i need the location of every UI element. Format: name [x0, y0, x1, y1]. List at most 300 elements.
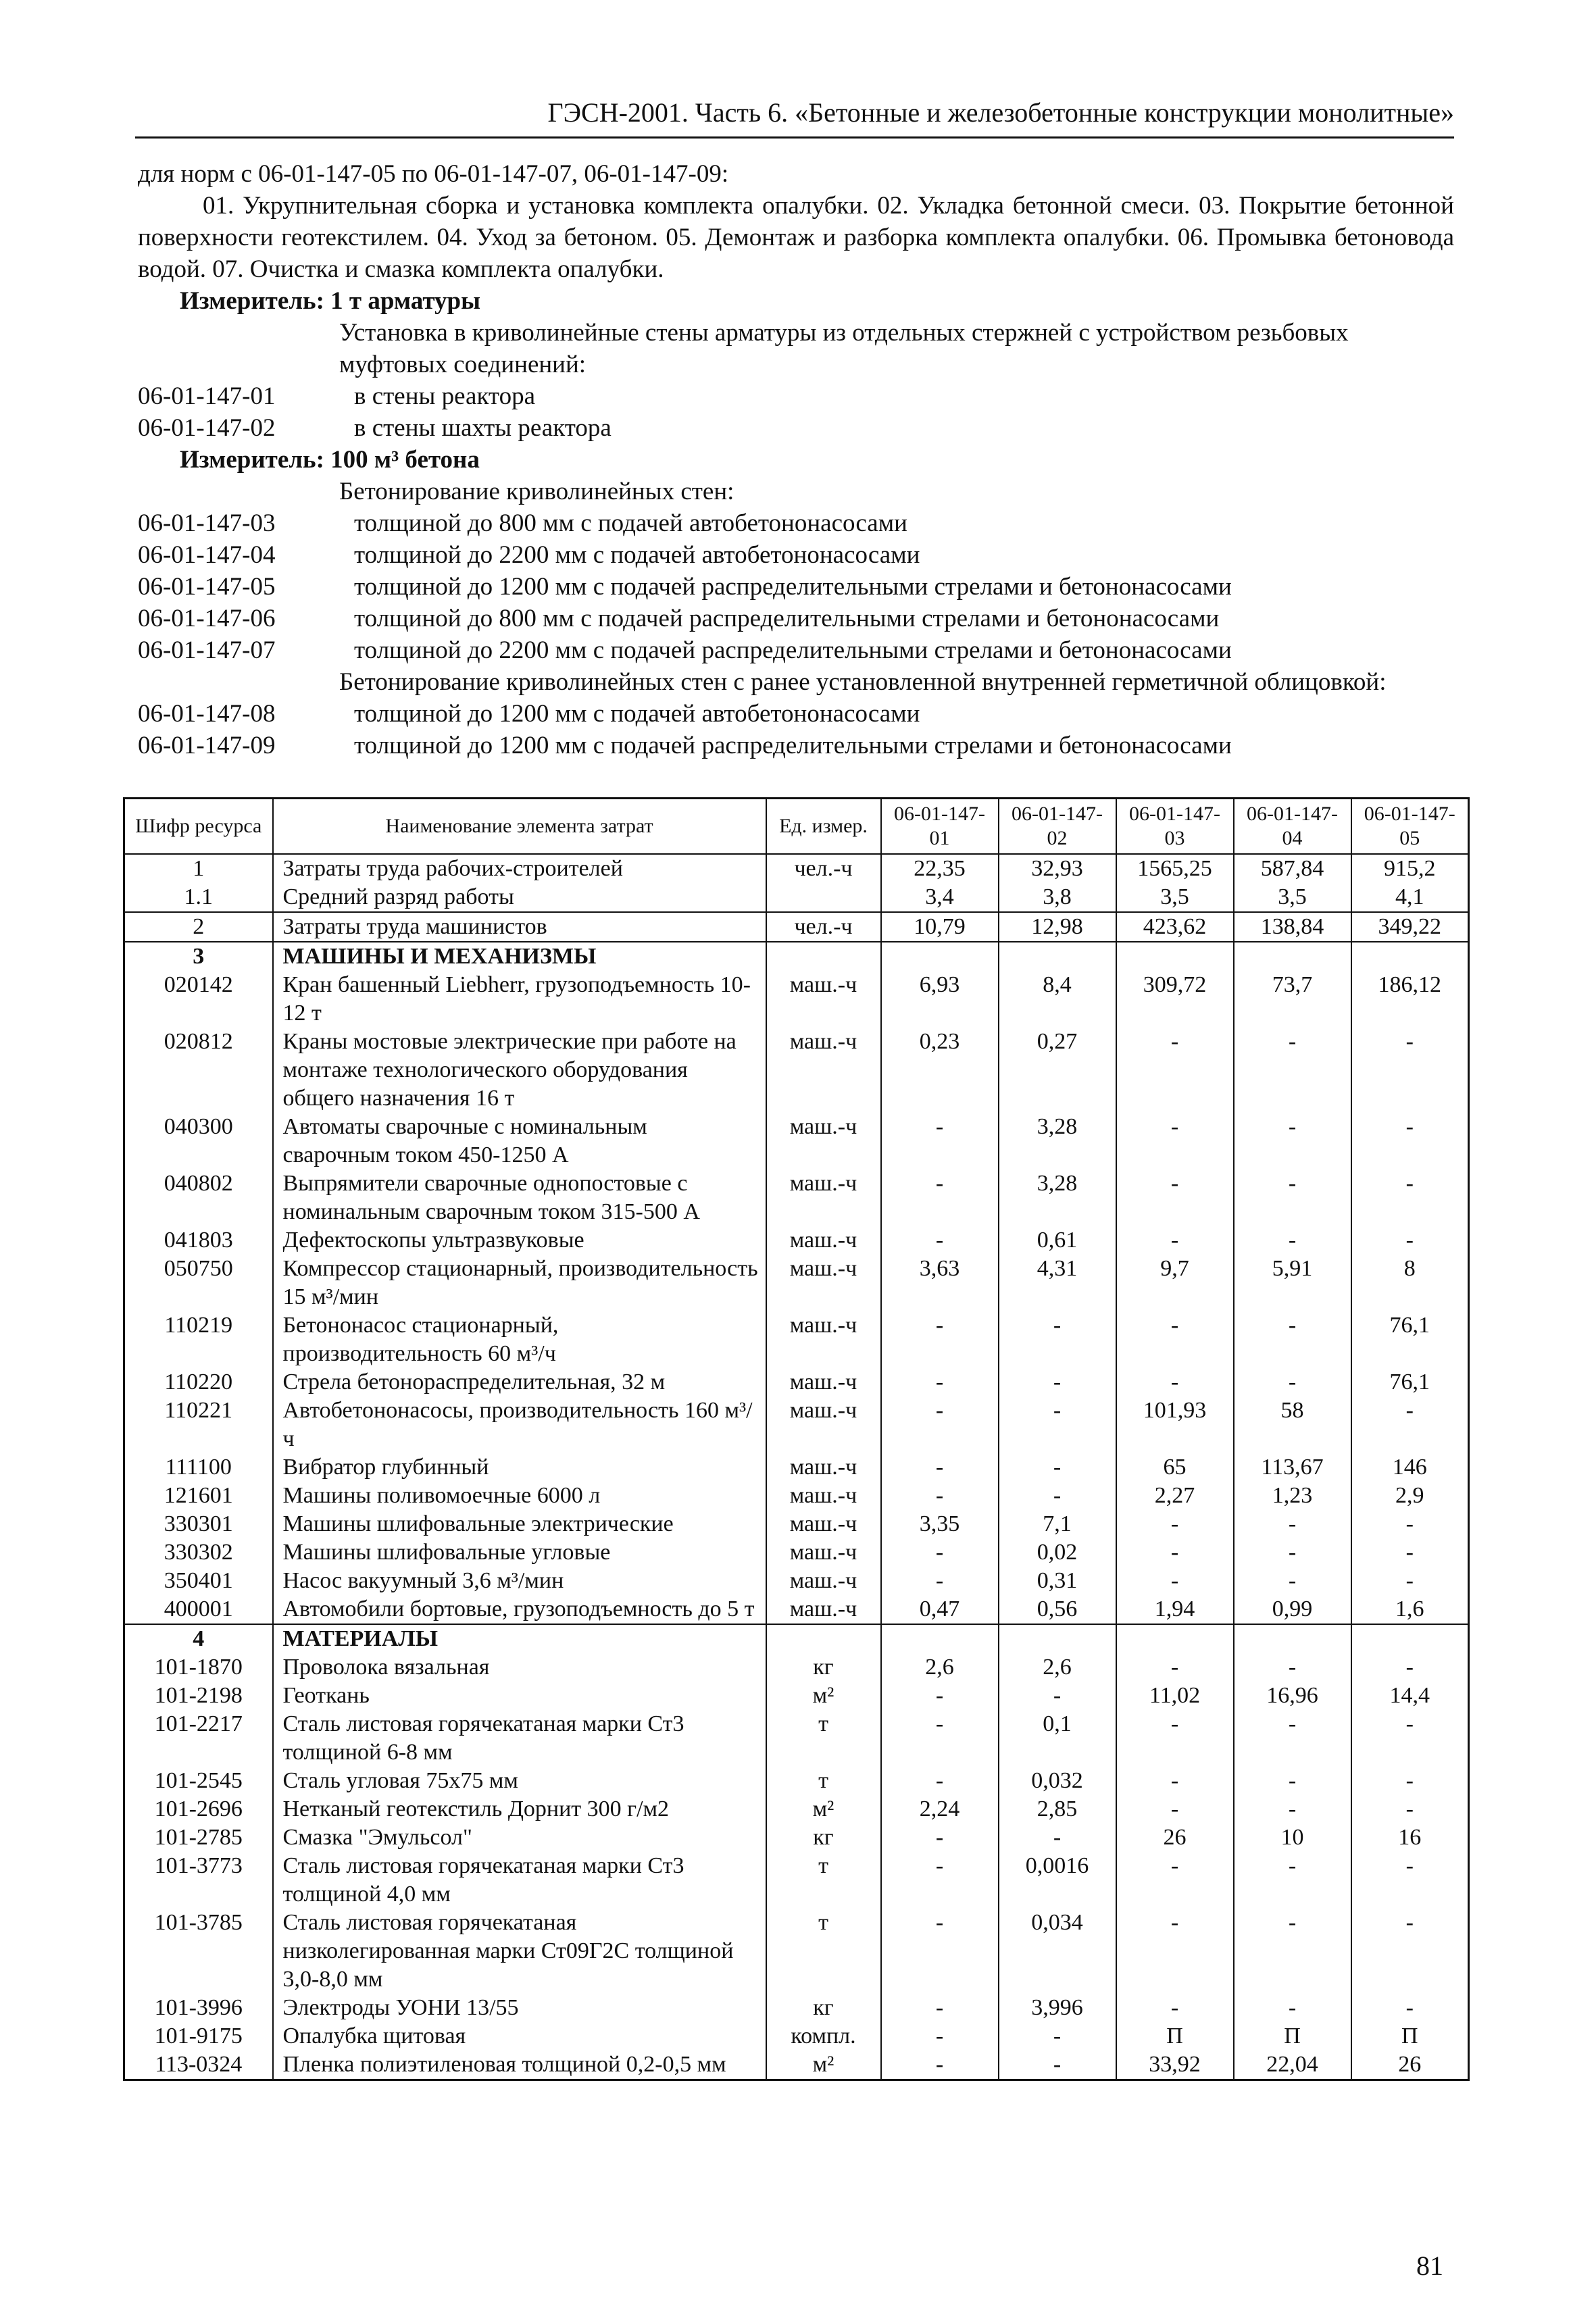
norm-value: - — [1351, 1397, 1469, 1453]
table-row — [124, 1909, 1469, 1994]
norm-value: П — [1116, 2022, 1234, 2051]
resource-name: МАШИНЫ И МЕХАНИЗМЫ — [273, 942, 766, 971]
header-unit: Ед. измер. — [766, 799, 881, 855]
norm-group-3 — [138, 698, 1454, 761]
resource-unit: чел.-ч — [766, 854, 881, 883]
norm-value: - — [1351, 1852, 1469, 1909]
norm-value: 4,1 — [1351, 883, 1469, 912]
norm-value: 3,28 — [999, 1169, 1116, 1226]
resource-name: Сталь листовая горячекатаная марки Ст3 толщиной 4,0 мм — [273, 1852, 766, 1909]
norm-text: толщиной до 2200 мм с подачей автобетононасосами — [354, 541, 920, 569]
norm-value: 3,35 — [881, 1510, 999, 1538]
resource-code: 040802 — [124, 1169, 273, 1226]
resource-unit: маш.-ч — [766, 1397, 881, 1453]
resource-code: 330302 — [124, 1538, 273, 1567]
norm-value: 0,47 — [881, 1595, 999, 1624]
table-row — [124, 1510, 1469, 1538]
norm-value: 14,4 — [1351, 1682, 1469, 1710]
norm-value: 0,56 — [999, 1595, 1116, 1624]
table-row — [124, 1710, 1469, 1767]
norm-value: 26 — [1351, 2051, 1469, 2080]
norm-value — [1116, 1624, 1234, 1653]
norm-value: 0,23 — [881, 1028, 999, 1113]
resource-name: Машины поливомоечные 6000 л — [273, 1482, 766, 1510]
norm-value: - — [1351, 1994, 1469, 2022]
norm-value: - — [999, 1397, 1116, 1453]
resource-code: 040300 — [124, 1113, 273, 1169]
norm-text: толщиной до 2200 мм с подачей распределительными стрелами и бетононасосами — [354, 636, 1232, 664]
norm-value: 11,02 — [1116, 1682, 1234, 1710]
resource-code: 101-2785 — [124, 1823, 273, 1852]
norm-value: 7,1 — [999, 1510, 1116, 1538]
resource-unit: т — [766, 1852, 881, 1909]
resource-name: Проволока вязальная — [273, 1653, 766, 1682]
resource-name: Нетканый геотекстиль Дорнит 300 г/м2 — [273, 1795, 766, 1823]
norm-value: - — [881, 1823, 999, 1852]
norm-value: 113,67 — [1234, 1453, 1351, 1482]
norm-value: - — [1116, 1028, 1234, 1113]
resource-unit: маш.-ч — [766, 1113, 881, 1169]
norm-code: 06-01-147-03 — [138, 509, 276, 537]
norm-value: - — [881, 1368, 999, 1397]
norm-value — [1234, 1624, 1351, 1653]
table-row — [124, 1852, 1469, 1909]
resource-name: Выпрямители сварочные однопостовые с номинальным сварочным током 315-500 А — [273, 1169, 766, 1226]
norm-value: - — [1234, 1368, 1351, 1397]
resource-name: Средний разряд работы — [273, 883, 766, 912]
resource-unit — [766, 942, 881, 971]
norm-value: 22,04 — [1234, 2051, 1351, 2080]
norm-value — [881, 1624, 999, 1653]
resource-unit: маш.-ч — [766, 1255, 881, 1311]
norm-value: 101,93 — [1116, 1397, 1234, 1453]
resource-unit: маш.-ч — [766, 1028, 881, 1113]
norm-value: - — [1234, 1909, 1351, 1994]
norm-value: - — [1116, 1994, 1234, 2022]
resource-unit: маш.-ч — [766, 1595, 881, 1624]
norm-value: - — [999, 1453, 1116, 1482]
norm-value: - — [881, 1453, 999, 1482]
resource-unit: маш.-ч — [766, 971, 881, 1028]
norm-value: - — [881, 1682, 999, 1710]
norm-value: - — [1234, 1538, 1351, 1567]
resource-code: 101-3785 — [124, 1909, 273, 1994]
norm-value: - — [1351, 1653, 1469, 1682]
resource-unit: маш.-ч — [766, 1538, 881, 1567]
norm-value: 22,35 — [881, 854, 999, 883]
norm-value: 309,72 — [1116, 971, 1234, 1028]
norm-code: 06-01-147-02 — [138, 414, 276, 442]
norm-value: - — [1234, 1510, 1351, 1538]
table-row — [124, 1653, 1469, 1682]
norm-value: 3,63 — [881, 1255, 999, 1311]
norm-text: в стены реактора — [354, 382, 536, 410]
norm-value: 65 — [1116, 1453, 1234, 1482]
norm-value: - — [999, 2051, 1116, 2080]
header-rule — [135, 136, 1454, 139]
norm-value: - — [1116, 1710, 1234, 1767]
norm-code: 06-01-147-01 — [138, 382, 276, 410]
resource-name: Пленка полиэтиленовая толщиной 0,2-0,5 мм — [273, 2051, 766, 2080]
table-row — [124, 1624, 1469, 1653]
norm-line — [138, 730, 1454, 761]
resource-unit: маш.-ч — [766, 1453, 881, 1482]
norm-value: - — [1351, 1767, 1469, 1795]
norm-value: - — [999, 1682, 1116, 1710]
norm-group-2 — [138, 507, 1454, 666]
operations-list: 01. Укрупнительная сборка и установка комплекта опалубки. 02. Укладка бетонной смеси. 03. Покрытие бетонной поверхности геотекстилем. 04. Уход за бетоном. 05. Демонтаж и разборка комплекта опалубки. 06. Промывка бетоновода водой. 07. Очистка и смазка комплекта опалубки. — [138, 192, 1454, 283]
header-name: Наименование элемента затрат — [273, 799, 766, 855]
table-row — [124, 1397, 1469, 1453]
norm-value: 3,4 — [881, 883, 999, 912]
norm-value — [999, 942, 1116, 971]
norm-text: толщиной до 1200 мм с подачей распределительными стрелами и бетононасосами — [354, 732, 1232, 759]
norm-value: - — [999, 2022, 1116, 2051]
resource-code: 041803 — [124, 1226, 273, 1255]
norm-value: - — [1351, 1909, 1469, 1994]
resource-name: Машины шлифовальные электрические — [273, 1510, 766, 1538]
resource-table — [123, 797, 1470, 2081]
norm-value: 73,7 — [1234, 971, 1351, 1028]
norm-line — [138, 507, 1454, 539]
norm-value: 1,6 — [1351, 1595, 1469, 1624]
norm-value: - — [999, 1311, 1116, 1368]
table-row — [124, 2051, 1469, 2080]
resource-name: Сталь листовая горячекатаная марки Ст3 толщиной 6-8 мм — [273, 1710, 766, 1767]
resource-code: 1 — [124, 854, 273, 883]
table-row — [124, 1453, 1469, 1482]
norm-value: 2,24 — [881, 1795, 999, 1823]
resource-unit: маш.-ч — [766, 1368, 881, 1397]
header-norm-col: 06-01-147-04 — [1234, 799, 1351, 855]
table-row — [124, 1595, 1469, 1624]
norm-value: 0,02 — [999, 1538, 1116, 1567]
norm-value: - — [1116, 1909, 1234, 1994]
table-row — [124, 1368, 1469, 1397]
norm-value: - — [1116, 1113, 1234, 1169]
norm-value: - — [999, 1368, 1116, 1397]
work-description-2: Бетонирование криволинейных стен: — [339, 478, 734, 505]
norm-value: - — [881, 1767, 999, 1795]
resource-code: 101-3996 — [124, 1994, 273, 2022]
norm-value: - — [1351, 1795, 1469, 1823]
header-norm-col: 06-01-147-05 — [1351, 799, 1469, 855]
norm-value: - — [881, 1994, 999, 2022]
norm-line — [138, 698, 1454, 730]
norm-value: 3,28 — [999, 1113, 1116, 1169]
resource-code: 330301 — [124, 1510, 273, 1538]
resource-code: 4 — [124, 1624, 273, 1653]
resource-unit: маш.-ч — [766, 1226, 881, 1255]
resource-name: Сталь угловая 75х75 мм — [273, 1767, 766, 1795]
norm-value: - — [881, 1482, 999, 1510]
table-row — [124, 1113, 1469, 1169]
table-row — [124, 883, 1469, 912]
norm-value: - — [1234, 1311, 1351, 1368]
table-row — [124, 1567, 1469, 1595]
resource-code: 1.1 — [124, 883, 273, 912]
norm-value: 2,6 — [999, 1653, 1116, 1682]
norm-code: 06-01-147-05 — [138, 573, 276, 601]
norm-value: - — [999, 1823, 1116, 1852]
norm-value: 0,0016 — [999, 1852, 1116, 1909]
norm-value: 16 — [1351, 1823, 1469, 1852]
norm-value: - — [881, 1113, 999, 1169]
resource-code: 2 — [124, 912, 273, 942]
norm-value: 0,1 — [999, 1710, 1116, 1767]
resource-code: 101-1870 — [124, 1653, 273, 1682]
norm-value: 423,62 — [1116, 912, 1234, 942]
resource-name: Вибратор глубинный — [273, 1453, 766, 1482]
norm-value: - — [1351, 1226, 1469, 1255]
norm-value: - — [1351, 1113, 1469, 1169]
resource-code: 121601 — [124, 1482, 273, 1510]
norm-value: 32,93 — [999, 854, 1116, 883]
table-body — [124, 854, 1469, 2080]
norm-line — [138, 380, 1454, 412]
norm-text: толщиной до 800 мм с подачей автобетононасосами — [354, 509, 907, 537]
norm-value: - — [999, 1482, 1116, 1510]
norm-line — [138, 634, 1454, 666]
table-row — [124, 854, 1469, 883]
resource-unit: маш.-ч — [766, 1510, 881, 1538]
norm-code: 06-01-147-06 — [138, 605, 276, 632]
table-row — [124, 1795, 1469, 1823]
resource-name: Автомобили бортовые, грузоподъемность до 5 т — [273, 1595, 766, 1624]
norm-value: - — [1234, 1795, 1351, 1823]
resource-name: Сталь листовая горячекатаная низколегированная марки Ст09Г2С толщиной 3,0-8,0 мм — [273, 1909, 766, 1994]
norm-value: 915,2 — [1351, 854, 1469, 883]
norm-value: 58 — [1234, 1397, 1351, 1453]
norm-code: 06-01-147-04 — [138, 541, 276, 569]
measure-unit-2: Измеритель: 100 м³ бетона — [180, 446, 480, 474]
resource-unit: м² — [766, 2051, 881, 2080]
norm-value: 5,91 — [1234, 1255, 1351, 1311]
norm-value: - — [1116, 1795, 1234, 1823]
norm-value: 2,9 — [1351, 1482, 1469, 1510]
norm-value: - — [1351, 1028, 1469, 1113]
norm-value — [999, 1624, 1116, 1653]
norm-value: - — [1351, 1567, 1469, 1595]
norm-value: 146 — [1351, 1453, 1469, 1482]
work-description-1: Установка в криволинейные стены арматуры из отдельных стержней с устройством резьбовых муфтовых соединений: — [339, 319, 1349, 378]
norm-value: 76,1 — [1351, 1311, 1469, 1368]
table-row — [124, 912, 1469, 942]
norm-value: - — [881, 1311, 999, 1368]
resource-name: Автоматы сварочные с номинальным сварочным током 450-1250 А — [273, 1113, 766, 1169]
norm-value: - — [1234, 1653, 1351, 1682]
resource-code: 020812 — [124, 1028, 273, 1113]
norm-value: 2,27 — [1116, 1482, 1234, 1510]
norm-value: 8,4 — [999, 971, 1116, 1028]
resource-code: 101-2545 — [124, 1767, 273, 1795]
norm-value: - — [1351, 1510, 1469, 1538]
resource-name: Кран башенный Liebherr, грузоподъемность 10-12 т — [273, 971, 766, 1028]
norm-value: 0,61 — [999, 1226, 1116, 1255]
resource-unit: т — [766, 1767, 881, 1795]
norm-value: 0,27 — [999, 1028, 1116, 1113]
resource-code: 350401 — [124, 1567, 273, 1595]
norm-value: - — [881, 2022, 999, 2051]
resource-code: 400001 — [124, 1595, 273, 1624]
resource-name: Компрессор стационарный, производительность 15 м³/мин — [273, 1255, 766, 1311]
norm-value: - — [1234, 1028, 1351, 1113]
norm-value: - — [881, 2051, 999, 2080]
norm-value: - — [1234, 1852, 1351, 1909]
norm-value: - — [881, 1567, 999, 1595]
norm-value: 3,5 — [1116, 883, 1234, 912]
norm-group-1 — [138, 380, 1454, 444]
norm-value: - — [1116, 1538, 1234, 1567]
table-row — [124, 1255, 1469, 1311]
resource-name: Автобетононасосы, производительность 160 м³/ч — [273, 1397, 766, 1453]
norm-value: П — [1234, 2022, 1351, 2051]
norm-value: 3,8 — [999, 883, 1116, 912]
table-row — [124, 1311, 1469, 1368]
norm-code: 06-01-147-08 — [138, 700, 276, 728]
work-description-3: Бетонирование криволинейных стен с ранее установленной внутренней герметичной облицовкой: — [339, 668, 1387, 696]
table-row — [124, 1226, 1469, 1255]
resource-unit: маш.-ч — [766, 1482, 881, 1510]
norm-value: 0,99 — [1234, 1595, 1351, 1624]
header-code: Шифр ресурса — [124, 799, 273, 855]
norm-value: 2,6 — [881, 1653, 999, 1682]
norm-value: 587,84 — [1234, 854, 1351, 883]
norm-value: 1,94 — [1116, 1595, 1234, 1624]
table-row — [124, 2022, 1469, 2051]
norm-value: 26 — [1116, 1823, 1234, 1852]
norm-line — [138, 412, 1454, 444]
resource-code: 101-2198 — [124, 1682, 273, 1710]
resource-name: МАТЕРИАЛЫ — [273, 1624, 766, 1653]
resource-code: 113-0324 — [124, 2051, 273, 2080]
norm-value — [1351, 1624, 1469, 1653]
resource-unit: маш.-ч — [766, 1169, 881, 1226]
table-row — [124, 1823, 1469, 1852]
norm-value: - — [1351, 1538, 1469, 1567]
norm-value: - — [1234, 1710, 1351, 1767]
norm-value: 6,93 — [881, 971, 999, 1028]
norm-line — [138, 603, 1454, 634]
norm-value: 12,98 — [999, 912, 1116, 942]
norm-value: - — [1234, 1226, 1351, 1255]
norm-value: - — [1116, 1852, 1234, 1909]
resource-unit: маш.-ч — [766, 1311, 881, 1368]
resource-name: Электроды УОНИ 13/55 — [273, 1994, 766, 2022]
norm-value: 1565,25 — [1116, 854, 1234, 883]
running-header: ГЭСН-2001. Часть 6. «Бетонные и железобетонные конструкции монолитные» — [547, 97, 1454, 128]
norm-value: - — [1234, 1169, 1351, 1226]
resource-name: Затраты труда машинистов — [273, 912, 766, 942]
resource-unit: т — [766, 1710, 881, 1767]
header-norm-col: 06-01-147-01 — [881, 799, 999, 855]
resource-name: Опалубка щитовая — [273, 2022, 766, 2051]
norms-range-note: для норм с 06-01-147-05 по 06-01-147-07, 06-01-147-09: — [138, 160, 729, 188]
table-row — [124, 971, 1469, 1028]
resource-code: 020142 — [124, 971, 273, 1028]
resource-code: 110219 — [124, 1311, 273, 1368]
table-row — [124, 1682, 1469, 1710]
resource-name: Бетононасос стационарный, производительность 60 м³/ч — [273, 1311, 766, 1368]
resource-unit: компл. — [766, 2022, 881, 2051]
norm-value: - — [1116, 1510, 1234, 1538]
resource-unit: кг — [766, 1994, 881, 2022]
resource-unit: кг — [766, 1823, 881, 1852]
resource-unit: м² — [766, 1795, 881, 1823]
resource-code: 050750 — [124, 1255, 273, 1311]
norm-value: 10,79 — [881, 912, 999, 942]
norm-value: 138,84 — [1234, 912, 1351, 942]
norm-code: 06-01-147-09 — [138, 732, 276, 759]
table-row — [124, 1482, 1469, 1510]
norm-value: 76,1 — [1351, 1368, 1469, 1397]
norm-line — [138, 571, 1454, 603]
norm-value: 0,31 — [999, 1567, 1116, 1595]
norm-value: - — [1116, 1368, 1234, 1397]
resource-code: 111100 — [124, 1453, 273, 1482]
resource-unit — [766, 1624, 881, 1653]
norm-value: - — [1116, 1567, 1234, 1595]
norm-value: 349,22 — [1351, 912, 1469, 942]
norm-value — [1116, 942, 1234, 971]
resource-name: Геоткань — [273, 1682, 766, 1710]
norm-value: - — [881, 1710, 999, 1767]
resource-code: 101-2217 — [124, 1710, 273, 1767]
resource-name: Насос вакуумный 3,6 м³/мин — [273, 1567, 766, 1595]
norm-value: 2,85 — [999, 1795, 1116, 1823]
norm-description — [138, 158, 1454, 761]
norm-value — [1351, 942, 1469, 971]
norm-value: - — [881, 1852, 999, 1909]
norm-value: - — [881, 1226, 999, 1255]
resource-unit: чел.-ч — [766, 912, 881, 942]
norm-line — [138, 539, 1454, 571]
norm-value: - — [1116, 1169, 1234, 1226]
norm-value: - — [1234, 1767, 1351, 1795]
table-header-row — [124, 799, 1469, 855]
table-row — [124, 1169, 1469, 1226]
resource-code: 101-2696 — [124, 1795, 273, 1823]
norm-value: - — [1234, 1567, 1351, 1595]
header-norm-col: 06-01-147-02 — [999, 799, 1116, 855]
table-row — [124, 942, 1469, 971]
norm-text: толщиной до 1200 мм с подачей автобетононасосами — [354, 700, 920, 728]
norm-value: 0,034 — [999, 1909, 1116, 1994]
norm-value: 8 — [1351, 1255, 1469, 1311]
resource-code: 101-3773 — [124, 1852, 273, 1909]
table-row — [124, 1767, 1469, 1795]
table-row — [124, 1028, 1469, 1113]
norm-value: - — [1116, 1767, 1234, 1795]
norm-value: П — [1351, 2022, 1469, 2051]
norm-text: в стены шахты реактора — [354, 414, 612, 442]
norm-value: - — [1116, 1226, 1234, 1255]
page-number: 81 — [1416, 2250, 1443, 2281]
norm-text: толщиной до 800 мм с подачей распределительными стрелами и бетононасосами — [354, 605, 1220, 632]
norm-value: 10 — [1234, 1823, 1351, 1852]
norm-value: - — [881, 1909, 999, 1994]
resource-name: Затраты труда рабочих-строителей — [273, 854, 766, 883]
resource-code: 110220 — [124, 1368, 273, 1397]
norm-value: 3,996 — [999, 1994, 1116, 2022]
resource-unit: т — [766, 1909, 881, 1994]
norm-value: - — [1351, 1169, 1469, 1226]
table-row — [124, 1538, 1469, 1567]
norm-text: толщиной до 1200 мм с подачей распределительными стрелами и бетононасосами — [354, 573, 1232, 601]
resource-code: 110221 — [124, 1397, 273, 1453]
resource-unit: кг — [766, 1653, 881, 1682]
norm-value: - — [881, 1169, 999, 1226]
